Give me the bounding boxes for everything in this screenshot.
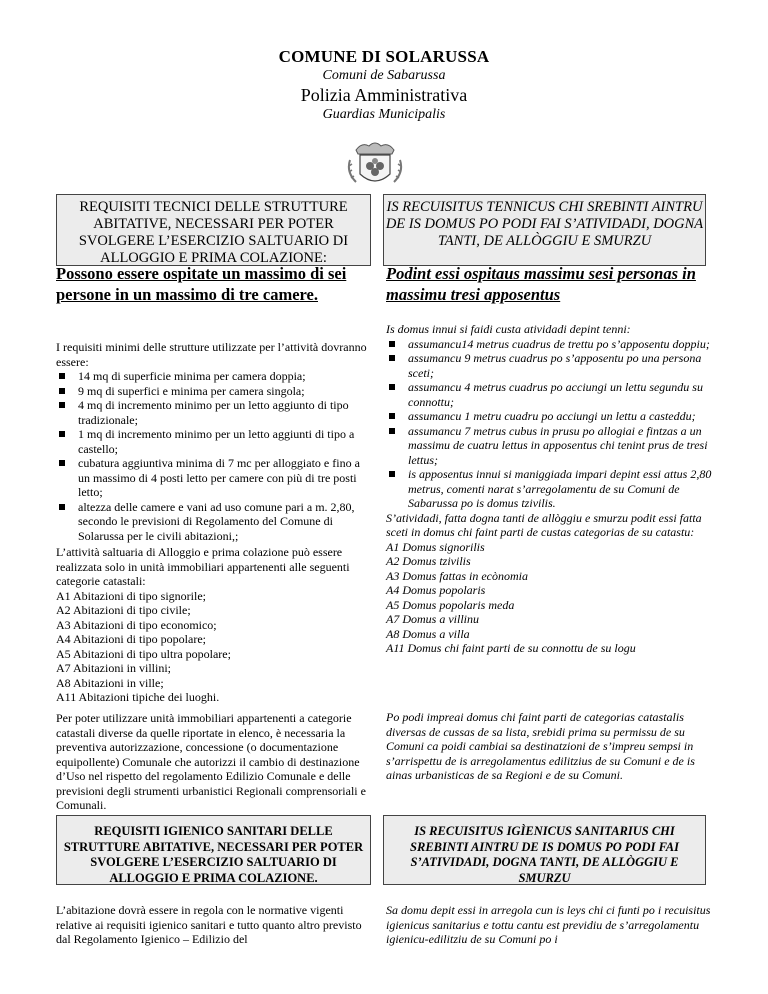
section1-right-header-box: IS RECUISITUS TENNICUS CHI SREBINTI AINTRU DE IS DOMUS PO PODI FAI S’ATIVIDADI, DOGNA TANTI, DE ALLÒGGIU E SMURZU [383,194,706,266]
list-item: assumancu 1 metru cuadru po acciungi un lettu a casteddu; [386,409,712,424]
list-item: A3 Domus fattas in ecònomia [386,568,528,583]
list-item: assumancu 9 metrus cuadrus po s’apposentu po una persona sceti; [386,351,712,380]
right-requirements-intro: Is domus innui si faidi custa atividadi depint tenni: [386,322,631,336]
section1-left-header-box: REQUISITI TECNICI DELLE STRUTTURE ABITATIVE, NECESSARI PER POTER SVOLGERE L’ESERCIZIO SALTUARIO DI ALLOGGIO E PRIMA COLAZIONE: [56,194,371,266]
right-authorization-paragraph: Po podi impreai domus chi faint parti de categorias catastalis diversas de cussas de sa lista, srebidi prima su permissu de su Comuni ca poidi cambiai sa destinatzioni de s’impreu sempsi in s’arrispettu de is arregolamentus edilitzius de su Comuni e de is ainas urbanisticas de sa Regioni e de su Comuni. [386,710,695,782]
section2-right-text: Sa domu depit essi in arregola cun is leys chi ci funti po i recuisitus igienicus sanitarius e tottu cantu est previdiu de s’arregolamentu igienicu-edilitziu de su Comuni po i [386,903,711,946]
list-item: A4 Domus popolaris [386,583,486,597]
right-category-list [386,540,712,656]
municipality-title: COMUNE DI SOLARUSSA [278,47,490,66]
list-item: assumancu14 metrus cuadrus de trettu po s’apposentu doppiu; [386,337,712,352]
left-categories-block [56,545,374,705]
list-item: A2 Domus tzivilis [386,554,471,568]
section2-right-header-box: IS RECUISITUS IGÌENICUS SANITARIUS CHI SREBINTI AINTRU DE IS DOMUS PO PODI FAI S’ATIVIDADI, DOGNA TANTI, DE ALLÒGGIU E SMURZU [383,815,706,885]
list-item: A11 Abitazioni tipiche dei luoghi. [56,690,220,704]
left-requirements-list [56,369,374,543]
list-item: A7 Domus a villinu [386,612,479,626]
list-item: A8 Domus a villa [386,626,470,641]
left-categories-intro: L’attività saltuaria di Alloggio e prima colazione può essere realizzata solo in unità immobiliari appartenenti alle seguenti categorie catastali: [56,545,350,588]
department-subtitle: Guardias Municipalis [322,107,446,122]
list-item: A8 Abitazioni in ville; [56,675,164,690]
left-authorization-paragraph: Per poter utilizzare unità immobiliari appartenenti a categorie catastali diverse da quelle riportate in elenco, è necessaria la preventiva autorizzazione, concessione (o documentazione equipollente) Comunale che autorizzi il cambio di destinazione d’Uso nel rispetto del regolamento Edilizio Comunale e delle previsioni degli strumenti urbanistici Regionali comprensoriali e Comunali. [56,711,366,812]
list-item: 9 mq di superfici e minima per camera singola; [56,384,374,399]
list-item: assumancu 4 metrus cuadrus po acciungi un lettu segundu su connottu; [386,380,712,409]
list-item: A5 Abitazioni di tipo ultra popolare; [56,646,231,661]
list-item: A2 Abitazioni di tipo civile; [56,603,191,617]
coat-of-arms-icon [342,140,408,190]
department-title: Polizia Amministrativa [300,85,468,105]
section2-left-text: L’abitazione dovrà essere in regola con le normative vigenti relative ai requisiti igienico sanitari e tutto quanto altro previsto dal Regolamento Igienico – Edilizio del [56,903,362,946]
list-item: assumancu 7 metrus cubus in prusu po allogiai e fintzas a un massimu de cuatru lettus in apposentus chi tenint prus de tresi lettus; [386,424,712,468]
right-main-heading: Podint essi ospitaus massimu sesi personas in massimu tresi apposentus [386,264,696,304]
list-item: 4 mq di incremento minimo per un letto aggiunto di tipo tradizionale; [56,398,374,427]
left-requirements-intro: I requisiti minimi delle strutture utilizzate per l’attività dovranno essere: [56,340,367,369]
right-categories-intro: S’atividadi, fatta dogna tanti de allòggiu e smurzu podit essi fatta sceti in domus chi faint parti de custas categorias de su catastu: [386,510,702,539]
list-item: altezza delle camere e vani ad uso comune pari a m. 2,80, secondo le previsioni di Regolamento del Comune di Solarussa per le civili abitazioni,; [56,500,374,544]
left-category-list [56,589,374,705]
list-item: is apposentus innui si maniggiada impari depint essi attus 2,80 metrus, comenti narat s’arregolamentu de su Comuni de Sabarussa po is domus tzivilis. [386,467,712,511]
left-requirements [56,340,374,543]
list-item: A1 Domus signorilis [386,539,485,554]
list-item: A11 Domus chi faint parti de su connottu de su logu [386,641,636,655]
list-item: A5 Domus popolaris meda [386,597,515,612]
left-main-heading: Possono essere ospitate un massimo di sei persone in un massimo di tre camere. [56,264,347,304]
list-item: A7 Abitazioni in villini; [56,661,171,675]
list-item: A3 Abitazioni di tipo economico; [56,617,217,632]
list-item: cubatura aggiuntiva minima di 7 mc per alloggiato e fino a un massimo di 4 posti letto per camere con più di tre posti letto; [56,456,374,500]
letterhead [0,47,768,123]
list-item: 1 mq di incremento minimo per un letto aggiunti di tipo a castello; [56,427,374,456]
right-requirements-list [386,337,712,511]
list-item: A4 Abitazioni di tipo popolare; [56,632,206,646]
section2-left-header-box: REQUISITI IGIENICO SANITARI DELLE STRUTTURE ABITATIVE, NECESSARI PER POTER SVOLGERE L’ESERCIZIO SALTUARIO DI ALLOGGIO E PRIMA COLAZIONE. [56,815,371,885]
municipality-subtitle: Comuni de Sabarussa [322,68,446,83]
list-item: 14 mq di superficie minima per camera doppia; [56,369,374,384]
right-requirements [386,322,712,656]
list-item: A1 Abitazioni di tipo signorile; [56,588,206,603]
